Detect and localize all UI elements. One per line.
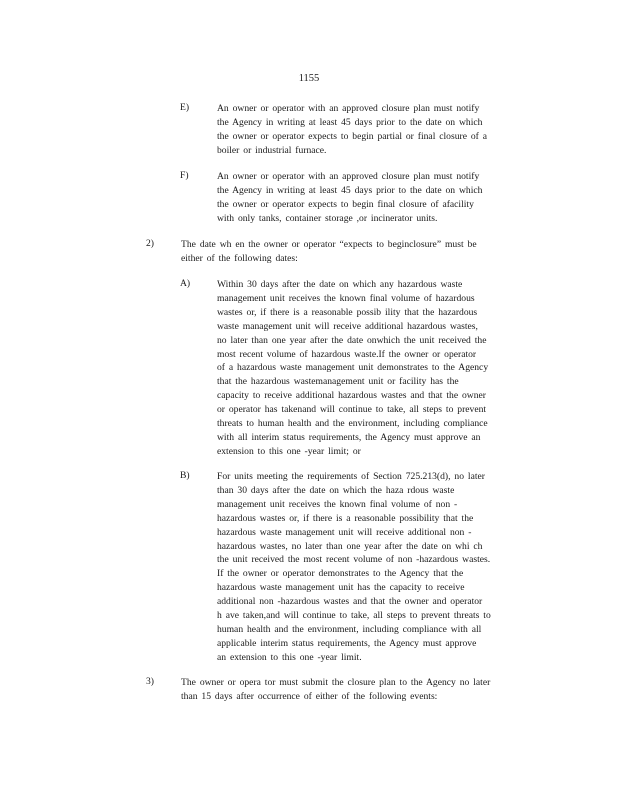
text-line: If the owner or operator demonstrates to the Agency that the (217, 568, 464, 580)
paragraph-label: A) (180, 278, 191, 289)
text-line: The owner or opera tor must submit the closure plan to the Agency no later (181, 677, 491, 688)
paragraph-label: E) (180, 102, 190, 113)
text-line: management unit receives the known final volume of hazardous (217, 292, 475, 304)
text-line: of a hazardous waste management unit demonstrates to the Agency (217, 362, 489, 374)
text-line: no later than one year after the date onwhich the unit received the (217, 334, 487, 346)
paragraph-text (217, 278, 537, 459)
text-line: An owner or operator with an approved closure plan must notify (217, 103, 480, 114)
text-line: capacity to receive additional hazardous wastes and that the owner (217, 390, 486, 402)
page-number: 1155 (298, 73, 320, 84)
text-line: hazardous waste management unit will receive additional non - (217, 526, 472, 538)
text-line: than 15 days after occurrence of either of the following events: (181, 690, 438, 702)
text-line: hazardous wastes or, if there is a reasonable possibility that the (217, 512, 474, 524)
text-line: either of the following dates: (181, 252, 298, 264)
paragraph-label: B) (180, 470, 190, 481)
text-line: hazardous wastes, no later than one year after the date on whi ch (217, 540, 483, 552)
text-line: hazardous waste management unit has the capacity to receive (217, 582, 465, 594)
text-line: human health and the environment, including compliance with all (217, 623, 482, 635)
paragraph-text (181, 676, 541, 704)
paragraph-text (181, 238, 541, 266)
text-line: threats to human health and the environment, including compliance (217, 418, 488, 430)
text-line: applicable interim status requirements, the Agency must approve (217, 637, 477, 649)
text-line: the Agency in writing at least 45 days prior to the date on which (217, 184, 483, 196)
text-line: additional non -hazardous wastes and that the owner and operator (217, 596, 483, 608)
paragraph-text (217, 170, 537, 226)
text-line: Within 30 days after the date on which any hazardous waste (217, 279, 463, 290)
text-line: an extension to this one -year limit. (217, 651, 362, 663)
paragraph-label: F) (180, 170, 189, 181)
text-line: For units meeting the requirements of Section 725.213(d), no later (217, 471, 485, 482)
text-line: management unit receives the known final volume of non - (217, 498, 458, 510)
paragraph-label: 3) (146, 676, 154, 687)
text-line: the owner or operator expects to begin final closure of afacility (217, 198, 474, 210)
text-line: h ave taken,and will continue to take, all steps to prevent threats to (217, 610, 491, 622)
text-line: most recent volume of hazardous waste.If the owner or operator (217, 348, 477, 360)
text-line: the owner or operator expects to begin partial or final closure of a (217, 130, 488, 142)
text-line: the Agency in writing at least 45 days prior to the date on which (217, 116, 483, 128)
text-line: wastes or, if there is a reasonable possib ility that the hazardous (217, 306, 478, 318)
text-line: than 30 days after the date on which the haza rdous waste (217, 484, 455, 496)
text-line: or operator has takenand will continue to take, all steps to prevent (217, 404, 487, 416)
text-line: the unit received the most recent volume of non -hazardous wastes. (217, 554, 491, 566)
text-line: that the hazardous wastemanagement unit or facility has the (217, 376, 459, 388)
text-line: An owner or operator with an approved closure plan must notify (217, 171, 480, 182)
text-line: extension to this one -year limit; or (217, 445, 361, 457)
text-line: The date wh en the owner or operator “expects to beginclosure” must be (181, 239, 477, 250)
text-line: with all interim status requirements, the Agency must approve an (217, 431, 481, 443)
paragraph-label: 2) (146, 238, 154, 249)
text-line: waste management unit will receive additional hazardous wastes, (217, 320, 478, 332)
paragraph-text (217, 102, 537, 158)
text-line: boiler or industrial furnace. (217, 144, 327, 156)
paragraph-text (217, 470, 537, 665)
text-line: with only tanks, container storage ,or incinerator units. (217, 212, 438, 224)
